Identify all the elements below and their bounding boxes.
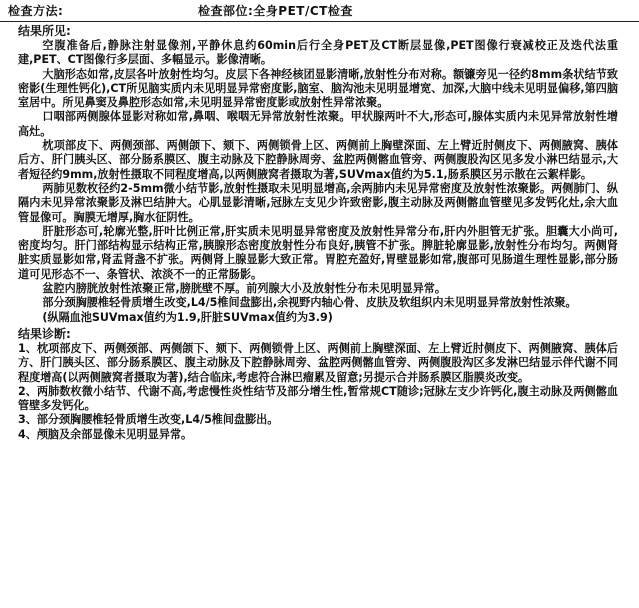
exam-method-label: 检查方法:	[8, 4, 64, 18]
header-divider	[0, 21, 639, 22]
exam-site-label: 检查部位:全身PET/CT检查	[198, 4, 353, 18]
diagnosis-item: 2、两肺数枚微小结节、代谢不高,考虑慢性炎性结节及部分增生性,暂常规CT随诊;冠脉左支少许钙化,腹主动脉及两侧髂血管壁多发钙化。	[18, 384, 618, 413]
findings-paragraph: 枕项部皮下、两侧颈部、两侧颌下、颏下、两侧锁骨上区、两侧前上胸壁深面、左上臂近肘侧皮下、两侧腋窝、胰体后方、肝门胰头区、部分肠系膜区、腹主动脉及下腔静脉周旁、盆腔两侧髂血管旁、两侧腹股沟区见多发小淋巴结显示,大者短径约9mm,放射性摄取不同程度增高,以两侧腋窝者摄取为著,SUVmax值约为5.1,肠系膜区另示散在云絮样影。	[18, 139, 618, 181]
report-body	[18, 24, 618, 442]
diagnosis-item: 4、颅脑及余部显像未见明显异常。	[18, 427, 193, 441]
findings-paragraph: 两肺见数枚径约2-5mm微小结节影,放射性摄取未见明显增高,余两肺内未见异常密度及放射性浓聚影。两侧肺门、纵隔内未见异常浓聚影及淋巴结肿大。心肌显影清晰,冠脉左支见少许致密影,腹主动脉及两侧髂血管壁见多发钙化灶,余大血管显像可。胸膜无增厚,胸水征阴性。	[18, 181, 618, 224]
diagnosis-title: 结果诊断:	[18, 326, 71, 341]
diagnosis-item: 1、枕项部皮下、两侧颈部、两侧颌下、颏下、两侧锁骨上区、两侧前上胸壁深面、左上臂近肘侧皮下、两侧腋窝、胰体后方、肝门胰头区、部分肠系膜区、腹主动脉及下腔静脉周旁、盆腔两侧髂血管旁、两侧腹股沟区多发淋巴结显示伴代谢不同程度增高(以两侧腋窝者摄取为著),结合临床,考虑符合淋巴瘤累及留意;另提示合并肠系膜区脂膜炎改变。	[18, 341, 618, 384]
suv-reference: (纵隔血池SUVmax值约为1.9,肝脏SUVmax值约为3.9)	[42, 310, 333, 324]
findings-title: 结果所见:	[18, 24, 71, 38]
findings-paragraph: 盆腔内膀胱放射性浓聚正常,膀胱壁不厚。前列腺大小及放射性分布未见明显异常。	[42, 282, 446, 296]
findings-paragraph: 空腹准备后,静脉注射显像剂,平静休息约60min后行全身PET及CT断层显像,PET图像行衰减校正及迭代法重建,PET、CT图像行多层面、多幅显示。影像清晰。	[18, 39, 618, 67]
findings-paragraph: 部分颈胸腰椎轻骨质增生改变,L4/5椎间盘膨出,余视野内轴心骨、皮肤及软组织内未见明显异常放射性浓聚。	[42, 296, 577, 310]
findings-paragraph: 大脑形态如常,皮层各叶放射性均匀。皮层下各神经核团显影清晰,放射性分布对称。额镰旁见一径约8mm条状结节致密影(生理性钙化),CT所见脑实质内未见明显异常密度影,脑室、脑沟池未见明显增宽、加深,大脑中线未见明显偏移,第四脑室居中。所见鼻窦及鼻腔形态如常,未见明显异常密度影或放射性异常浓聚。	[18, 67, 618, 110]
report-header	[0, 0, 639, 22]
findings-paragraph: 肝脏形态可,轮廓光整,肝叶比例正常,肝实质未见明显异常密度及放射性异常分布,肝内外胆管无扩张。胆囊大小尚可,密度均匀。肝门部结构显示结构正常,胰腺形态密度放射性分布良好,胰管不扩张。脾脏轮廓显影,放射性分布均匀。两侧肾脏实质显影如常,肾盂肾盏不扩张。两侧肾上腺显影大致正常。胃腔充盈好,胃壁显影如常,腹部可见肠道生理性显影,部分肠道可见形态不一、条管状、浓淡不一的正常肠影。	[18, 224, 618, 281]
diagnosis-item: 3、部分颈胸腰椎轻骨质增生改变,L4/5椎间盘膨出。	[18, 413, 279, 427]
findings-paragraph: 口咽部两侧腺体显影对称如常,鼻咽、喉咽无异常放射性浓聚。甲状腺两叶不大,形态可,腺体实质内未见异常放射性增高灶。	[18, 110, 618, 138]
